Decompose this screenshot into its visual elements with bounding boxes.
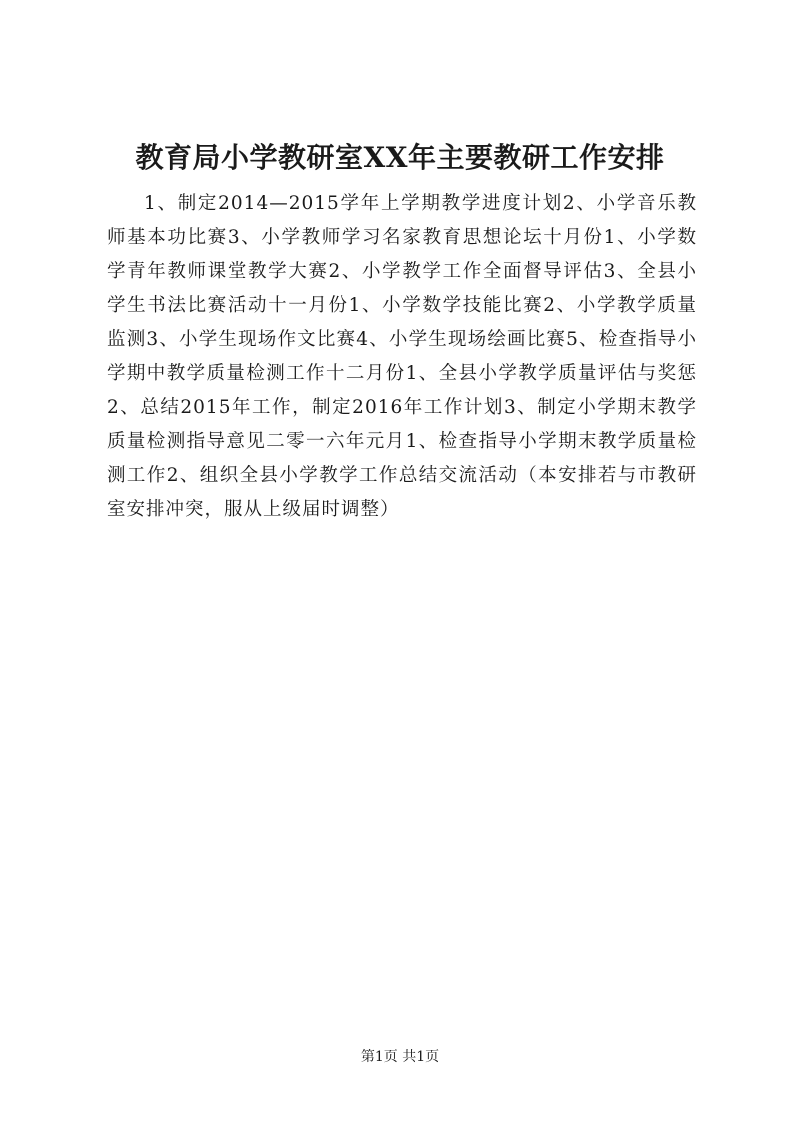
document-body-paragraph: 1、制定2014—2015学年上学期教学进度计划2、小学音乐教师基本功比赛3、小学教师学习名家教育思想论坛十月份1、小学数学青年教师课堂教学大赛2、小学教学工作全面督导评估3、全县小学生书法比赛活动十一月份1、小学数学技能比赛2、小学教学质量监测3、小学生现场作文比赛4、小学生现场绘画比赛5、检查指导小学期中教学质量检测工作十二月份1、全县小学教学质量评估与奖惩2、总结2015年工作，制定2016年工作计划3、制定小学期末教学质量检测指导意见二零一六年元月1、检查指导小学期末教学质量检测工作2、组织全县小学教学工作总结交流活动（本安排若与市教研室安排冲突，服从上级届时调整）	[107, 193, 697, 520]
document-title: 教育局小学教研室XX年主要教研工作安排	[135, 141, 665, 174]
page-number-footer: 第1页 共1页	[360, 1049, 440, 1065]
